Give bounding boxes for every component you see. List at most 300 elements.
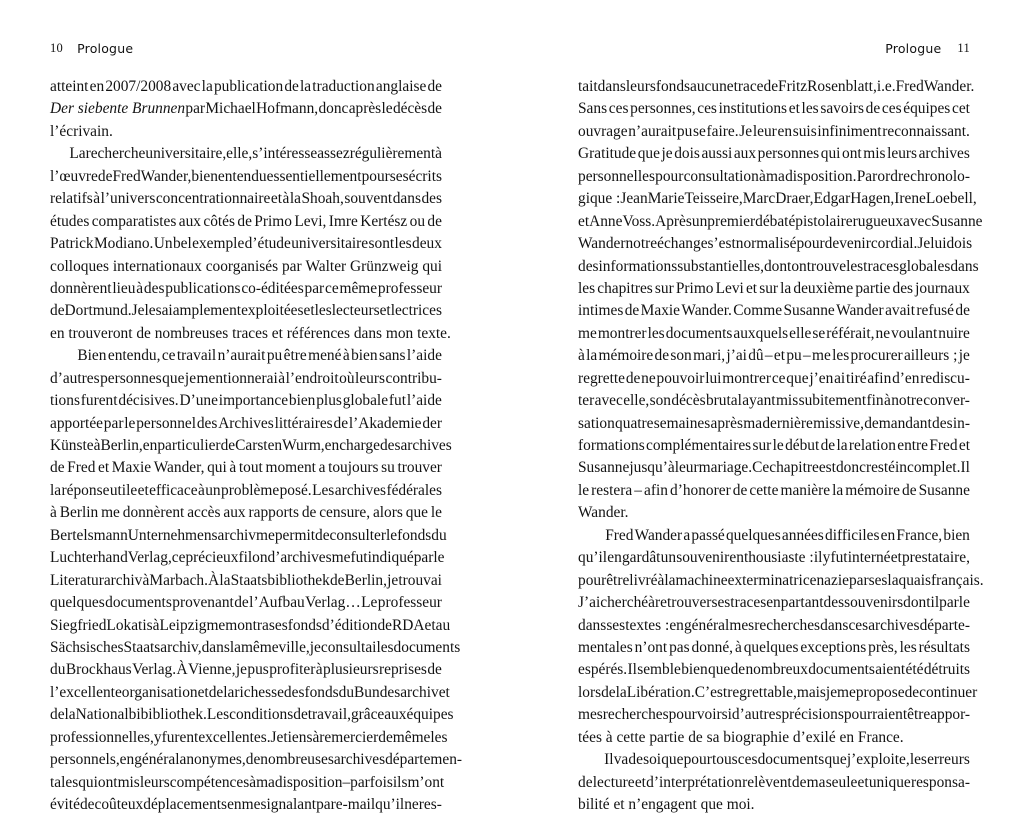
word: et [379,302,391,320]
word: Berlin [59,504,99,522]
word: les [144,302,162,320]
word: traduction [312,78,375,95]
word: personnes [100,369,162,387]
word: après [710,414,743,432]
word: machine [675,571,728,589]
word: me [331,549,351,567]
word: me [812,347,831,365]
word: der [422,414,442,432]
word: anonymes, [179,751,246,769]
word: en [766,594,781,612]
word: internationaux [112,257,202,275]
text-line [50,143,442,165]
word: quatre [615,414,654,432]
word: et [98,459,110,477]
word: mis [863,145,886,163]
word: Dortmund. [64,302,132,320]
word: Brockhaus [65,661,132,679]
word: au [435,616,451,634]
word: donc [835,459,866,477]
word: Après [655,212,692,230]
word: tous [711,751,738,769]
word: à [278,369,286,387]
word: documents [105,594,172,612]
word: fut [350,549,368,567]
word: n’aurait [628,122,677,140]
word: le [578,481,590,499]
word: Wander, [140,167,192,185]
word: le [385,526,398,544]
word: coorganisés [205,257,279,275]
word: fonds [397,526,432,544]
word: des [892,279,914,297]
word: recherches [754,616,821,634]
word: reconnaissant. [882,122,970,140]
text-line [578,457,970,479]
word: j’en [809,369,834,387]
word: bien [351,347,378,365]
word: documents [393,638,461,656]
text-line [50,233,442,255]
word: son [649,392,672,410]
text-line [578,188,977,210]
word: espérés. [578,661,628,679]
word: laquais [887,571,932,589]
word: gardât [621,549,661,567]
word: leurs [355,369,385,387]
word: Je [270,728,284,746]
word: C’est [694,683,728,701]
word: ils [392,773,408,791]
word: ne [641,369,656,387]
word: elle [789,324,812,342]
word: Levi [715,279,744,297]
word: conditions [229,706,294,724]
word: ter [578,392,595,410]
word: à [883,392,891,410]
word: Susanne [783,302,835,320]
text-line [578,278,970,300]
word: consulter [329,526,386,544]
word: Le [361,594,378,612]
word: archives [918,145,970,163]
word: semble [637,661,681,679]
word: de [654,347,670,365]
word: ouvrage [578,122,628,140]
word: leurs [139,773,170,791]
word: consultation [683,167,759,185]
text-line [578,345,970,367]
word: Wander, [153,459,205,477]
word: globales [899,257,951,275]
word: universitaire [291,235,369,253]
word: textes : [625,616,670,634]
word: Il [627,661,637,679]
word: personnels, [50,751,120,769]
text-line [50,98,442,120]
word: Lokatis [106,616,153,634]
running-head-verso [50,38,133,58]
word: mentales [578,638,633,656]
text-line [578,98,970,120]
word: à [142,571,150,589]
word: parle [939,594,970,612]
word: n’aurait [217,347,266,365]
word: partant [780,594,824,612]
word: en [669,616,684,634]
word: Il [960,459,970,477]
text-line [578,413,970,435]
word: me [256,526,275,544]
word: organisation [121,683,198,701]
word: rediscu- [920,369,970,387]
word: par [316,796,336,813]
word: ont [97,773,118,791]
text-line: l’écrivain. [50,122,113,140]
word: responsa- [910,773,970,791]
word: à [648,594,655,612]
word: pu [786,347,802,365]
word: donnèrent [50,279,112,297]
word: relation [848,437,896,454]
word: sation [578,414,615,432]
word: et [270,190,282,208]
word: a [683,526,691,544]
word: de [79,796,95,813]
word: Susanne [931,212,983,230]
word: de [904,683,920,701]
word: personnes, [630,100,696,118]
word: relèvent [742,773,792,791]
word: traces [863,257,900,275]
word: signalant [260,796,317,813]
text-line [578,256,979,278]
word: institutions [718,100,788,118]
word: Par [856,167,878,185]
word: qu’il [578,549,608,567]
word: 2007/2008 [105,78,172,95]
word: avait [885,302,915,320]
word: tout [238,459,263,477]
word: pu [266,347,283,365]
word: par [413,549,434,567]
word: Carsten [235,437,283,454]
word: mari, [693,347,726,365]
text-line [50,211,442,233]
word: évité [50,796,80,813]
word: résultats [918,638,970,656]
word: de [628,751,643,769]
word: ce [324,279,339,297]
word: censure, [319,504,371,522]
word: pour [578,571,607,589]
word: de [293,706,308,724]
word: mes [578,706,603,724]
paragraph-indent [50,345,76,367]
word: globale [342,392,389,410]
word: exterminatrice [727,571,817,589]
word: universitaire, [145,145,227,163]
word: brutal [705,392,742,410]
word: un [691,212,708,230]
word: efficace [149,481,198,499]
text-line [50,682,450,704]
word: de [220,437,236,454]
word: la [664,571,676,589]
word: ses [606,616,626,634]
word: Sächsisches [50,638,124,656]
word: son [670,347,692,365]
word: en [227,796,242,813]
word: pour [796,235,825,253]
text-line [50,749,463,771]
word: d’interprétation [646,773,742,791]
word: assez [317,145,350,163]
word: pour [683,751,712,769]
word: parfois [350,773,393,791]
word: manière [780,481,831,499]
word: dans [201,638,230,656]
word: essentiellement [266,167,362,185]
word: ses [868,571,888,589]
word: exploitées [241,302,304,320]
word: trouvai [398,571,442,589]
text-line [578,300,970,322]
word: la [50,481,62,499]
text-line [578,211,983,233]
word: – [342,773,351,791]
word: détruits [923,661,970,679]
word: de [97,167,113,185]
text-line [578,772,970,794]
text-line [578,749,970,771]
word: Marc [742,190,776,208]
word: appor- [930,706,971,724]
word: professeur [377,594,442,612]
word: bel [172,235,192,253]
word: qui [820,145,841,163]
word: Unternehmensarchiv [127,526,257,544]
word: donné, [691,638,734,656]
word: écrits [408,167,442,185]
word: qui [78,773,98,791]
word: Vienne, [188,661,236,679]
word: même [240,638,279,656]
word: de [234,594,249,612]
word: entendu [217,167,267,185]
word: procurer [850,347,903,365]
word: Marie [647,190,685,208]
word: ma [743,414,763,432]
word: de [284,78,299,95]
word: elle, [623,392,650,410]
word: bien [288,392,316,410]
word: ailleurs ; [903,347,958,365]
word: échange [657,235,708,253]
word: donc [318,100,349,118]
word: Berlin, [344,571,387,589]
word: mis [117,773,140,791]
word: partie [855,279,891,297]
text-line [50,435,452,457]
word: lieu [112,279,136,297]
word: la [586,347,598,365]
word: par [281,257,302,275]
word: personnes [757,145,820,163]
word: être [907,706,931,724]
word: et [857,773,869,791]
text-line [578,76,975,98]
word: lecteurs [331,302,380,320]
word: difficiles [825,526,880,544]
word: des [283,683,305,701]
word: que [708,661,731,679]
word: je [958,347,970,365]
word: Fred [112,167,141,185]
paragraph-indent [578,749,604,771]
word: souvenirs [844,594,904,612]
word: profiter [269,661,316,679]
word: de [50,706,65,724]
word: cordial. [870,235,918,253]
word: me [206,616,226,634]
word: que [637,145,660,163]
word: la [64,706,76,724]
word: le [430,504,442,522]
word: Jean [620,190,648,208]
word: personnelles [578,167,655,185]
word: tales [50,773,79,791]
word: d’autres [50,369,100,387]
word: Wander. [923,78,975,95]
word: savoirs [820,100,864,118]
word: Wander [836,302,884,320]
word: Verlag. [132,661,177,679]
word: je [387,571,399,589]
word: l’aide [406,392,442,410]
word: l’œuvre [50,167,98,185]
text-line [50,368,442,390]
word: ne [875,324,891,342]
word: personnel [136,414,197,432]
text-line [578,682,978,704]
word: l’Aufbau [249,594,305,612]
word: Siegfried [50,616,107,634]
text-line [578,525,970,547]
word: ses [268,616,288,634]
text-line [50,345,442,367]
word: recherches [602,706,669,724]
word: archives [400,437,452,454]
word: les [801,100,819,118]
word: Kertész [360,212,408,230]
word: de [955,302,970,320]
word: Les [206,706,230,724]
word: toujours [328,459,379,477]
word: de [791,773,807,791]
word: et [890,549,902,567]
word: du [50,661,66,679]
word: refusé [916,302,954,320]
word: dans [950,257,979,275]
text-line [50,278,442,300]
word: à [282,190,290,208]
word: réponse [61,481,110,499]
word: dû [748,347,764,365]
word: Fred [895,78,924,95]
word: équipes [903,100,951,118]
word: de [427,78,442,95]
running-head-title-verso: Prologue [77,40,134,56]
word: tiré [846,369,867,387]
word: – [634,481,642,499]
word: leurs [887,145,918,163]
word: un [660,549,677,567]
word: cherché [600,594,649,612]
word: disposition. [785,167,857,185]
word: et [745,279,758,297]
word: Verlag, [127,549,172,567]
text-line [50,457,442,479]
word: Verlag… [305,594,361,612]
text-line: en trouveront de nombreuses traces et références dans mon texte. [50,324,451,342]
word: regrette [578,369,625,387]
word: pus [247,661,269,679]
word: l’univers [100,190,156,208]
word: des [823,594,845,612]
running-head-recto [885,38,970,58]
word: formations [578,437,645,454]
word: les [832,347,850,365]
word: apportée [50,414,103,432]
word: Wander [634,526,683,544]
word: bien [681,661,708,679]
word: par [103,414,124,432]
word: Je [131,302,145,320]
word: nuire [938,324,970,342]
text-body [0,76,1020,813]
word: Primo [675,279,714,297]
word: moment [265,459,316,477]
word: années [781,526,824,544]
word: fédérales [386,481,442,499]
word: ces [881,100,902,118]
word: par [185,100,206,118]
word: archives [333,751,386,769]
word: Primo [254,212,292,230]
word: général [134,751,180,769]
word: disposition [274,773,343,791]
word: ce [171,549,186,567]
word: après [348,100,382,118]
word: d’autres [731,706,782,724]
word: des [932,414,953,432]
word: s’est [707,235,736,253]
word: pas [669,638,690,656]
word: y [822,549,831,567]
word: ayant [742,392,776,410]
word: mes [729,616,755,634]
word: l’aide [406,347,442,365]
word: les [578,279,596,297]
word: que [824,751,847,769]
word: resté [865,459,895,477]
word: à [136,279,144,297]
word: dans [820,616,849,634]
word: a [318,459,326,477]
word: La [69,145,86,163]
word: jusqu’à [629,459,675,477]
